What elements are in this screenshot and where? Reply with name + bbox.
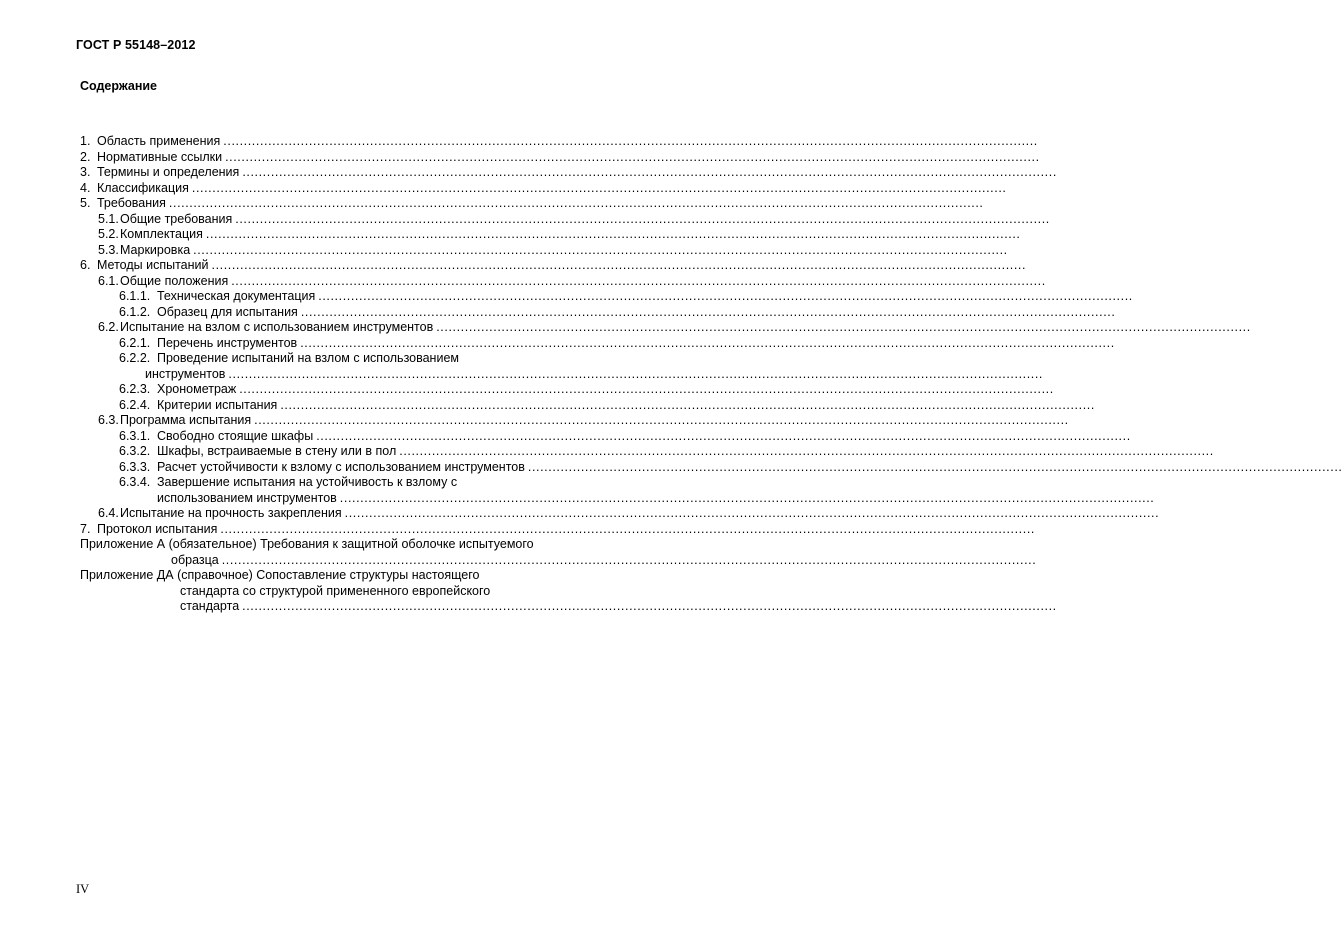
toc-entry (0, 475, 661, 491)
toc-entry-number: 6.3.1. (119, 428, 151, 443)
toc-entry (0, 428, 1131, 445)
toc-title: Содержание (80, 79, 158, 93)
toc-entry (0, 490, 1155, 507)
toc-entry (0, 180, 1007, 197)
dot-leader: ........................................................................................................................................................................................................ (300, 304, 1116, 319)
toc-entry-number: 6.2.3. (119, 382, 151, 396)
dot-leader: ........................................................................................................................................................................................................ (231, 273, 1046, 288)
toc-entry-number: 2. (80, 149, 91, 164)
dot-leader: ........................................................................................................................................................................................................ (242, 599, 1057, 613)
toc-entry-label: Техническая документация (157, 289, 316, 303)
toc-entry-label: Расчет устойчивости к взлому с использованием инструментов (157, 459, 525, 474)
toc-entry (0, 273, 1046, 290)
toc-entry-label: стандарта (180, 599, 240, 613)
toc-entry-number: 6.2. (98, 320, 119, 334)
toc-entry (0, 506, 1160, 522)
toc-entry (0, 351, 661, 367)
toc-entry-label: Термины и определения (97, 165, 240, 179)
toc-entry (0, 196, 984, 212)
toc-entry (0, 320, 1251, 336)
dot-leader: ........................................................................................................................................................................................................ (318, 289, 1133, 303)
toc-entry (0, 537, 661, 553)
toc-entry (0, 521, 1035, 538)
toc-entry-label: использованием инструментов (157, 490, 337, 505)
dot-leader: ........................................................................................................................................................................................................ (436, 320, 1251, 334)
dot-leader: ........................................................................................................................................................................................................ (344, 506, 1160, 520)
toc-entry (0, 335, 1115, 352)
toc-entry (0, 242, 1008, 259)
toc-entry (0, 149, 1040, 166)
toc-entry (0, 568, 661, 584)
dot-leader: ........................................................................................................................................................................................................ (228, 366, 1044, 381)
toc-entry-number: 7. (80, 521, 91, 536)
dot-leader: ........................................................................................................................................................................................................ (205, 227, 1021, 241)
toc-entry-number: 3. (80, 165, 91, 179)
toc-entry (0, 552, 1037, 569)
toc-entry-label: Маркировка (120, 242, 191, 257)
page-number: IV (76, 882, 90, 896)
toc-entry-number: 6.1. (98, 273, 119, 288)
toc-entry-number: 1. (80, 134, 91, 148)
dot-leader: ........................................................................................................................................................................................................ (221, 552, 1037, 567)
toc-entry-number: 5.1. (98, 211, 119, 226)
dot-leader: ........................................................................................................................................................................................................ (193, 242, 1008, 257)
toc-entry-label: Перечень инструментов (157, 335, 298, 350)
toc-entry-label: Хронометраж (157, 382, 237, 396)
toc-entry-label: Приложение А (обязательное) Требования к защитной оболочке испытуемого (80, 537, 534, 551)
dot-leader: ........................................................................................................................................................................................................ (235, 211, 1050, 226)
toc-entry (0, 304, 1116, 321)
toc-entry (0, 397, 1095, 414)
toc-entry (0, 227, 1021, 243)
toc-entry-number: 6.4. (98, 506, 119, 520)
toc-entry (0, 382, 1054, 398)
toc-entry (0, 165, 1057, 181)
toc-entry (0, 211, 1050, 228)
toc-entry-number: 6.3.2. (119, 444, 151, 458)
toc-entry-label: стандарта со структурой примененного европейского (180, 583, 491, 598)
dot-leader: ........................................................................................................................................................................................................ (399, 444, 1214, 458)
toc-entry-number: 6.2.4. (119, 397, 151, 412)
document-code: ГОСТ Р 55148–2012 (76, 38, 196, 52)
toc-entry-label: Требования (97, 196, 166, 210)
toc-entry (0, 584, 661, 600)
toc-entry-label: Протокол испытания (97, 521, 218, 536)
toc-entry-number: 6.2.1. (119, 335, 151, 350)
toc-entry-label: Приложение ДА (справочное) Сопоставление структуры настоящего (80, 568, 480, 582)
dot-leader: ........................................................................................................................................................................................................ (211, 258, 1027, 272)
toc-entry-label: Общие положения (120, 273, 229, 288)
toc-entry-number: 6.1.1. (119, 289, 151, 303)
toc-entry-label: Образец для испытания (157, 304, 298, 319)
toc-entry-label: Область применения (97, 134, 221, 148)
toc-entry-label: Свободно стоящие шкафы (157, 428, 314, 443)
toc-entry-number: 6.2.2. (119, 351, 151, 365)
toc-entry-number: 6. (80, 258, 91, 272)
toc-entry-number: 5.3. (98, 242, 119, 257)
table-of-contents (0, 134, 1342, 615)
toc-entry-label: Испытание на взлом с использованием инструментов (120, 320, 434, 334)
toc-entry-label: образца (171, 552, 219, 567)
dot-leader: ........................................................................................................................................................................................................ (223, 134, 1038, 148)
dot-leader: ........................................................................................................................................................................................................ (239, 382, 1054, 396)
dot-leader: ........................................................................................................................................................................................................ (168, 196, 984, 210)
dot-leader: ........................................................................................................................................................................................................ (316, 428, 1131, 443)
toc-entry-label: Общие требования (120, 211, 233, 226)
dot-leader: ........................................................................................................................................................................................................ (254, 413, 1069, 427)
toc-entry-label: Проведение испытаний на взлом с использованием (157, 351, 459, 365)
dot-leader: ........................................................................................................................................................................................................ (339, 490, 1155, 505)
toc-entry-label: Программа испытания (120, 413, 252, 427)
toc-entry-label: Критерии испытания (157, 397, 278, 412)
toc-entry-number: 6.3.3. (119, 459, 151, 474)
toc-entry-label: Комплектация (120, 227, 203, 241)
toc-entry-label: Классификация (97, 180, 189, 195)
toc-entry (0, 366, 1044, 383)
toc-entry-label: Нормативные ссылки (97, 149, 223, 164)
dot-leader: ........................................................................................................................................................................................................ (300, 335, 1115, 350)
toc-entry-number: 6.3. (98, 413, 119, 427)
toc-entry (0, 289, 1133, 305)
toc-entry (0, 134, 1038, 150)
dot-leader: ........................................................................................................................................................................................................ (225, 149, 1040, 164)
toc-entry-number: 4. (80, 180, 91, 195)
toc-entry-number: 6.1.2. (119, 304, 151, 319)
toc-entry-number: 6.3.4. (119, 475, 151, 489)
dot-leader: ........................................................................................................................................................................................................ (527, 459, 1342, 474)
dot-leader: ........................................................................................................................................................................................................ (191, 180, 1007, 195)
toc-entry (0, 599, 1057, 615)
dot-leader: ........................................................................................................................................................................................................ (220, 521, 1035, 536)
toc-entry (0, 444, 1214, 460)
toc-entry-number: 5. (80, 196, 91, 210)
toc-entry (0, 459, 1342, 476)
toc-entry (0, 258, 1027, 274)
dot-leader: ........................................................................................................................................................................................................ (280, 397, 1095, 412)
toc-entry-number: 5.2. (98, 227, 119, 241)
toc-entry (0, 413, 1069, 429)
toc-entry-label: Шкафы, встраиваемые в стену или в пол (157, 444, 397, 458)
dot-leader: ........................................................................................................................................................................................................ (242, 165, 1057, 179)
toc-entry-label: Испытание на прочность закрепления (120, 506, 342, 520)
toc-entry-label: инструментов (145, 366, 226, 381)
toc-entry-label: Методы испытаний (97, 258, 209, 272)
toc-entry-label: Завершение испытания на устойчивость к взлому с (157, 475, 458, 489)
